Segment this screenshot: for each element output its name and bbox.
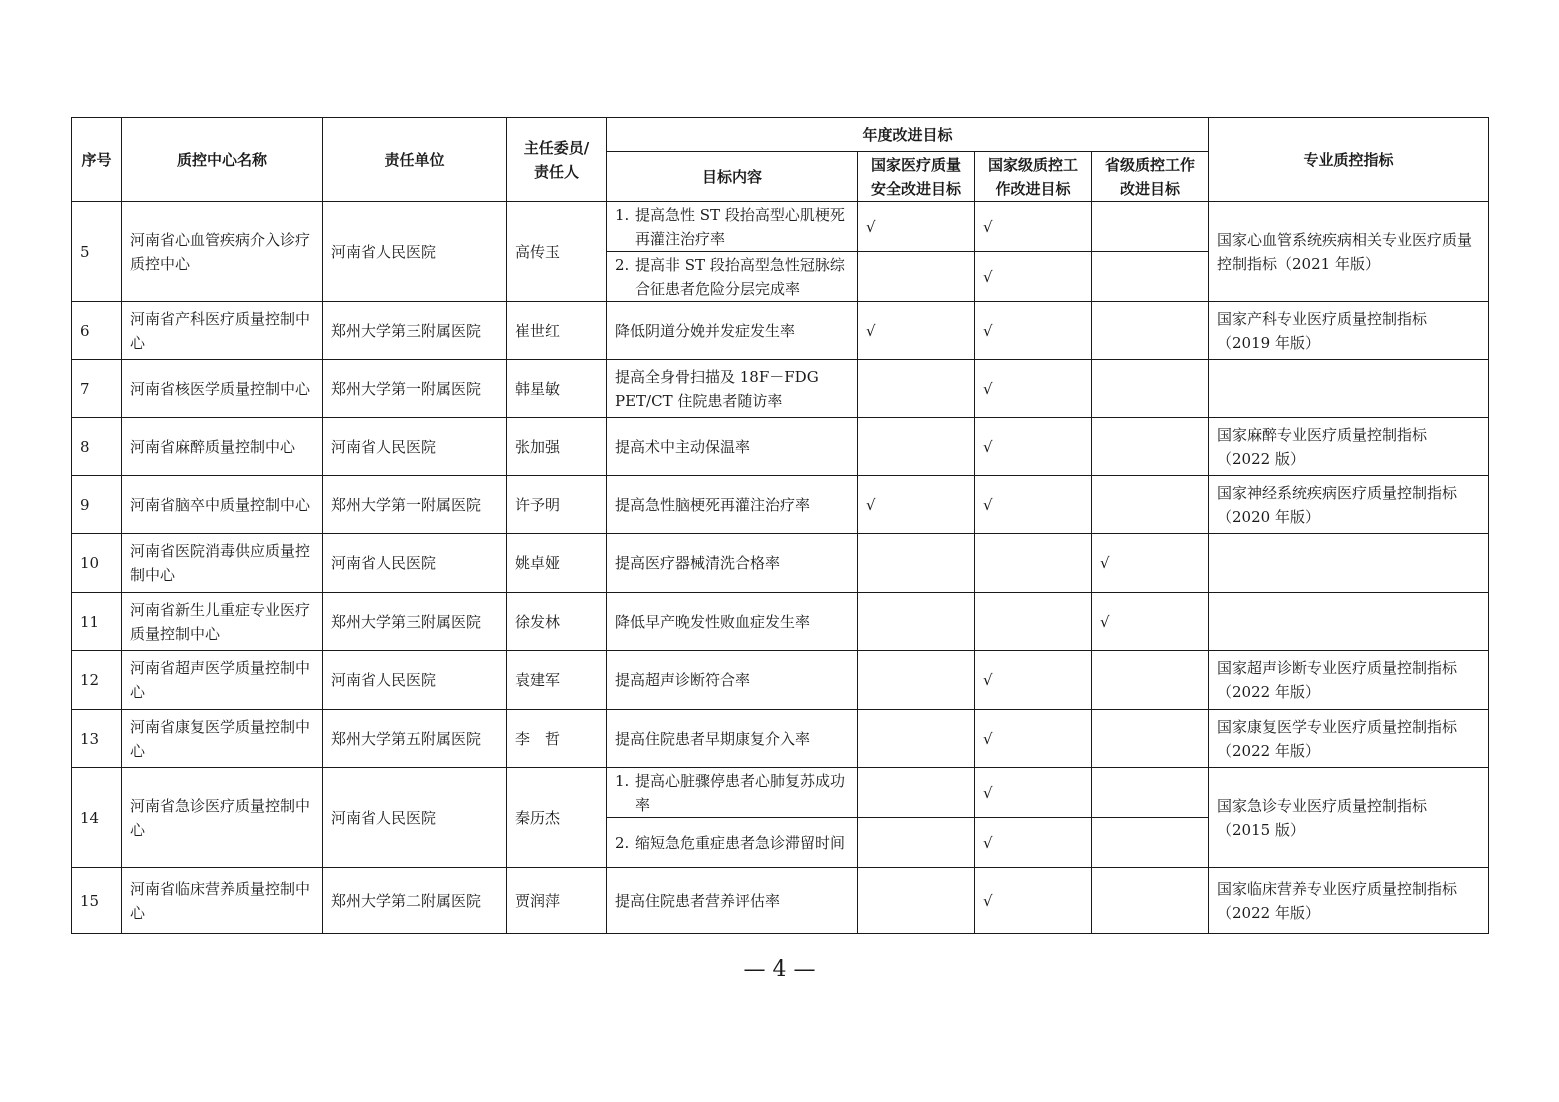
header-goal-content: 目标内容: [607, 152, 858, 202]
cell-unit: 河南省人民医院: [323, 534, 507, 593]
goal-text: 提高全身骨扫描及 18F－FDG PET/CT 住院患者随访率: [615, 367, 819, 410]
goal-number: 1.: [615, 205, 630, 224]
cell-check-nat-safety: √: [858, 302, 975, 360]
header-center-name: 质控中心名称: [122, 118, 323, 202]
goal-numbered: [615, 203, 849, 251]
cell-indicator: 国家产科专业医疗质量控制指标（2019 年版）: [1209, 302, 1489, 360]
table-row: [72, 418, 1489, 476]
cell-seq: 5: [72, 202, 122, 302]
cell-center-name: 河南省临床营养质量控制中心: [122, 868, 323, 934]
cell-goal-content: [607, 868, 858, 934]
cell-check-prov-qc: [1092, 252, 1209, 302]
cell-indicator: [1209, 593, 1489, 651]
goal-text: 提高非 ST 段抬高型急性冠脉综合征患者危险分层完成率: [635, 255, 845, 298]
cell-check-nat-qc: √: [975, 202, 1092, 252]
cell-seq: 9: [72, 476, 122, 534]
cell-center-name: 河南省急诊医疗质量控制中心: [122, 768, 323, 868]
cell-check-prov-qc: [1092, 868, 1209, 934]
cell-director: 崔世红: [507, 302, 607, 360]
cell-goal-content: [607, 818, 858, 868]
table-row: [72, 868, 1489, 934]
cell-check-nat-qc: √: [975, 710, 1092, 768]
cell-check-nat-safety: [858, 534, 975, 593]
cell-check-nat-qc: √: [975, 651, 1092, 710]
cell-check-prov-qc: [1092, 302, 1209, 360]
cell-check-nat-qc: √: [975, 476, 1092, 534]
cell-check-nat-safety: [858, 360, 975, 418]
cell-check-nat-safety: [858, 651, 975, 710]
goal-numbered: [615, 831, 849, 855]
table-row: [72, 768, 1489, 818]
cell-director: 李 哲: [507, 710, 607, 768]
cell-indicator: 国家超声诊断专业医疗质量控制指标（2022 年版）: [1209, 651, 1489, 710]
cell-indicator: [1209, 360, 1489, 418]
header-unit: 责任单位: [323, 118, 507, 202]
cell-check-prov-qc: [1092, 476, 1209, 534]
cell-check-nat-qc: √: [975, 360, 1092, 418]
table-row: [72, 534, 1489, 593]
header-prov-qc: 省级质控工作改进目标: [1092, 152, 1209, 202]
cell-check-nat-qc: [975, 593, 1092, 651]
cell-goal-content: [607, 534, 858, 593]
cell-check-prov-qc: √: [1092, 534, 1209, 593]
cell-check-nat-qc: [975, 534, 1092, 593]
cell-seq: 6: [72, 302, 122, 360]
cell-director: 韩星敏: [507, 360, 607, 418]
goal-text: 提高医疗器械清洗合格率: [615, 554, 781, 572]
cell-seq: 13: [72, 710, 122, 768]
cell-seq: 14: [72, 768, 122, 868]
cell-check-nat-safety: [858, 593, 975, 651]
cell-check-prov-qc: [1092, 710, 1209, 768]
cell-check-nat-safety: [858, 768, 975, 818]
cell-check-prov-qc: [1092, 818, 1209, 868]
cell-indicator: [1209, 534, 1489, 593]
cell-goal-content: [607, 476, 858, 534]
cell-indicator: 国家麻醉专业医疗质量控制指标（2022 版）: [1209, 418, 1489, 476]
cell-center-name: 河南省核医学质量控制中心: [122, 360, 323, 418]
cell-check-prov-qc: [1092, 418, 1209, 476]
cell-check-prov-qc: √: [1092, 593, 1209, 651]
cell-director: 徐发林: [507, 593, 607, 651]
cell-director: 秦历杰: [507, 768, 607, 868]
cell-check-nat-safety: √: [858, 202, 975, 252]
goal-text: 提高急性 ST 段抬高型心肌梗死再灌注治疗率: [635, 205, 845, 248]
header-indicators: 专业质控指标: [1209, 118, 1489, 202]
cell-seq: 7: [72, 360, 122, 418]
table-row: [72, 710, 1489, 768]
cell-goal-content: [607, 710, 858, 768]
cell-indicator: 国家心血管系统疾病相关专业医疗质量控制指标（2021 年版）: [1209, 202, 1489, 302]
cell-check-nat-qc: √: [975, 418, 1092, 476]
cell-director: 张加强: [507, 418, 607, 476]
cell-check-nat-safety: [858, 252, 975, 302]
cell-indicator: 国家临床营养专业医疗质量控制指标（2022 年版）: [1209, 868, 1489, 934]
goal-numbered: [615, 769, 849, 817]
goal-numbered: [615, 253, 849, 301]
cell-center-name: 河南省康复医学质量控制中心: [122, 710, 323, 768]
table-row: [72, 360, 1489, 418]
table-row: [72, 476, 1489, 534]
cell-center-name: 河南省心血管疾病介入诊疗质控中心: [122, 202, 323, 302]
cell-check-nat-qc: √: [975, 302, 1092, 360]
goal-text: 提高超声诊断符合率: [615, 671, 751, 689]
cell-center-name: 河南省新生儿重症专业医疗质量控制中心: [122, 593, 323, 651]
cell-unit: 郑州大学第三附属医院: [323, 593, 507, 651]
cell-indicator: 国家急诊专业医疗质量控制指标（2015 版）: [1209, 768, 1489, 868]
goal-text: 提高住院患者早期康复介入率: [615, 729, 811, 748]
cell-seq: 12: [72, 651, 122, 710]
header-nat-safety: 国家医疗质量安全改进目标: [858, 152, 975, 202]
cell-check-prov-qc: [1092, 768, 1209, 818]
cell-check-nat-qc: √: [975, 818, 1092, 868]
cell-center-name: 河南省产科医疗质量控制中心: [122, 302, 323, 360]
cell-goal-content: [607, 360, 858, 418]
goal-number: 2.: [615, 255, 630, 274]
table-row: [72, 651, 1489, 710]
header-seq: 序号: [72, 118, 122, 202]
table-row: [72, 302, 1489, 360]
cell-unit: 河南省人民医院: [323, 768, 507, 868]
cell-seq: 15: [72, 868, 122, 934]
quality-control-table: [71, 117, 1489, 934]
goal-text: 缩短急危重症患者急诊滞留时间: [635, 833, 846, 852]
goal-text: 提高住院患者营养评估率: [615, 891, 781, 910]
table-row: [72, 593, 1489, 651]
cell-check-prov-qc: [1092, 651, 1209, 710]
goal-text: 提高心脏骤停患者心肺复苏成功率: [635, 771, 846, 814]
cell-check-nat-safety: [858, 710, 975, 768]
cell-director: 姚卓娅: [507, 534, 607, 593]
cell-goal-content: [607, 302, 858, 360]
header-nat-qc: 国家级质控工作改进目标: [975, 152, 1092, 202]
cell-unit: 河南省人民医院: [323, 418, 507, 476]
header-director: 主任委员/责任人: [507, 118, 607, 202]
cell-check-prov-qc: [1092, 202, 1209, 252]
goal-text: 提高术中主动保温率: [615, 437, 751, 456]
goal-text: 降低阴道分娩并发症发生率: [615, 321, 796, 340]
cell-unit: 河南省人民医院: [323, 651, 507, 710]
cell-unit: 河南省人民医院: [323, 202, 507, 302]
cell-center-name: 河南省麻醉质量控制中心: [122, 418, 323, 476]
cell-director: 贾润萍: [507, 868, 607, 934]
cell-director: 袁建军: [507, 651, 607, 710]
cell-check-nat-safety: √: [858, 476, 975, 534]
cell-seq: 10: [72, 534, 122, 593]
cell-goal-content: [607, 651, 858, 710]
cell-check-nat-safety: [858, 418, 975, 476]
cell-check-nat-qc: √: [975, 252, 1092, 302]
cell-indicator: 国家神经系统疾病医疗质量控制指标（2020 年版）: [1209, 476, 1489, 534]
cell-check-nat-safety: [858, 818, 975, 868]
cell-center-name: 河南省超声医学质量控制中心: [122, 651, 323, 710]
cell-unit: 郑州大学第二附属医院: [323, 868, 507, 934]
cell-unit: 郑州大学第五附属医院: [323, 710, 507, 768]
cell-goal-content: [607, 252, 858, 302]
goal-number: 1.: [615, 771, 630, 790]
page-number: — 4 —: [743, 957, 816, 982]
cell-check-prov-qc: [1092, 360, 1209, 418]
cell-goal-content: [607, 768, 858, 818]
goal-text: 降低早产晚发性败血症发生率: [615, 612, 811, 631]
cell-goal-content: [607, 593, 858, 651]
cell-unit: 郑州大学第一附属医院: [323, 476, 507, 534]
cell-seq: 8: [72, 418, 122, 476]
cell-seq: 11: [72, 593, 122, 651]
cell-check-nat-safety: [858, 868, 975, 934]
cell-check-nat-qc: √: [975, 868, 1092, 934]
cell-center-name: 河南省医院消毒供应质量控制中心: [122, 534, 323, 593]
cell-indicator: 国家康复医学专业医疗质量控制指标（2022 年版）: [1209, 710, 1489, 768]
cell-director: 许予明: [507, 476, 607, 534]
cell-unit: 郑州大学第一附属医院: [323, 360, 507, 418]
cell-director: 高传玉: [507, 202, 607, 302]
table-row: [72, 202, 1489, 252]
table-body: [72, 202, 1489, 934]
cell-goal-content: [607, 418, 858, 476]
cell-unit: 郑州大学第三附属医院: [323, 302, 507, 360]
cell-center-name: 河南省脑卒中质量控制中心: [122, 476, 323, 534]
header-annual-goal: 年度改进目标: [607, 118, 1209, 152]
goal-text: 提高急性脑梗死再灌注治疗率: [615, 495, 811, 514]
cell-goal-content: [607, 202, 858, 252]
cell-check-nat-qc: √: [975, 768, 1092, 818]
goal-number: 2.: [615, 833, 630, 852]
